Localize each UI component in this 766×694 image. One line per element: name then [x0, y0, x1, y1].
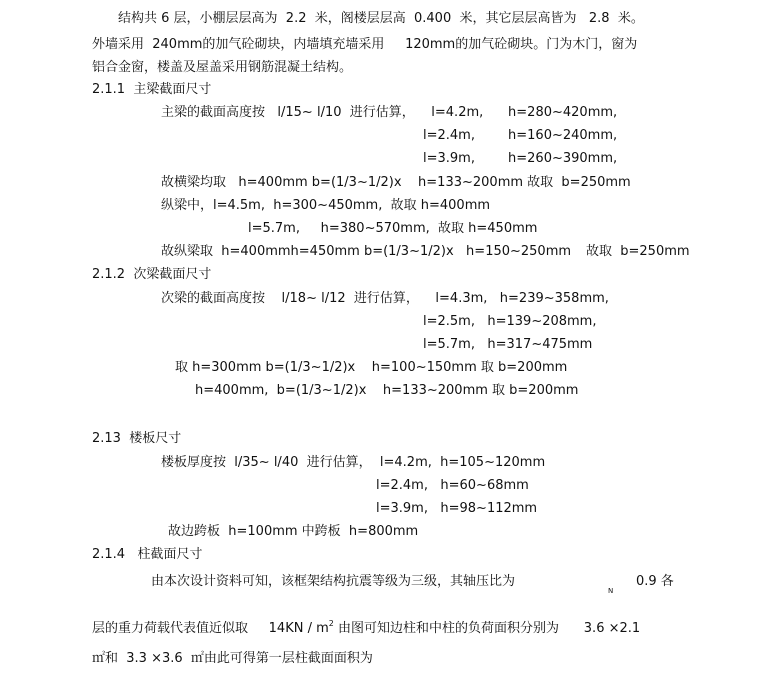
section-heading-slab: 2.13 楼板尺寸	[92, 431, 182, 446]
slab-line-2: l=2.4m, h=60~68mm	[376, 478, 529, 493]
main-beam-line-7: 故纵梁取 h=400mmh=450mm b=(1/3~1/2)x h=150~250mm	[161, 244, 572, 259]
column-line-2-text: 层的重力荷载代表值近似取 14KN / m	[92, 621, 329, 636]
slab-line-1: 楼板厚度按 l/35~ l/40 进行估算， l=4.2m, h=105~120mm	[161, 455, 546, 470]
column-line-2	[92, 620, 640, 638]
main-beam-line-3: l=3.9m, h=260~390mm,	[423, 151, 618, 166]
main-beam-line-1: 主梁的截面高度按 l/15~ l/10 进行估算， l=4.2m, h=280~420mm,	[161, 105, 618, 120]
axial-ratio-value: 0.9 各	[636, 574, 674, 589]
slab-line-3: l=3.9m, h=98~112mm	[376, 501, 538, 516]
main-beam-line-4: 故横梁均取 h=400mm b=(1/3~1/2)x h=133~200mm 故取 b=250mm	[161, 175, 631, 190]
section-heading-main-beam: 2.1.1 主梁截面尺寸	[92, 82, 212, 97]
secondary-beam-line-5: h=400mm, b=(1/3~1/2)x h=133~200mm 取 b=200mm	[195, 383, 579, 398]
column-line-2-rest: 由图可知边柱和中柱的负荷面积分别为 3.6 ×2.1	[333, 621, 641, 636]
secondary-beam-line-1: 次梁的截面高度按 l/18~ l/12 进行估算， l=4.3m, h=239~358mm,	[161, 291, 609, 306]
column-line-3: ㎡和 3.3 ×3.6 ㎡由此可得第一层柱截面面积为	[92, 651, 373, 666]
section-heading-secondary-beam: 2.1.2 次梁截面尺寸	[92, 267, 212, 282]
main-beam-line-6: l=5.7m, h=380~570mm, 故取 h=450mm	[248, 221, 538, 236]
intro-line-1: 结构共 6 层，小棚层层高为 2.2 米，阁楼层层高 0.400 米，其它层层高皆为 2.8 米。	[118, 11, 644, 26]
column-line-1: 由本次设计资料可知，该框架结构抗震等级为三级，其轴压比为	[151, 574, 516, 589]
main-beam-line-2: l=2.4m, h=160~240mm,	[423, 128, 618, 143]
section-heading-column: 2.1.4 柱截面尺寸	[92, 547, 203, 562]
intro-line-2: 外墙采用 240mm的加气砼砌块，内墙填充墙采用 120mm的加气砼砌块。门为木门，窗为	[92, 37, 638, 52]
main-beam-line-7-tail: 故取 b=250mm	[586, 244, 690, 259]
secondary-beam-line-2: l=2.5m, h=139~208mm,	[423, 314, 597, 329]
secondary-beam-line-4: 取 h=300mm b=(1/3~1/2)x h=100~150mm 取 b=200mm	[175, 360, 568, 375]
intro-line-3: 铝合金窗，楼盖及屋盖采用钢筋混凝土结构。	[92, 60, 353, 75]
axial-ratio-subscript: N	[608, 587, 614, 595]
slab-line-4: 故边跨板 h=100mm 中跨板 h=800mm	[168, 524, 419, 539]
secondary-beam-line-3: l=5.7m, h=317~475mm	[423, 337, 593, 352]
unit-exponent: 2	[328, 619, 334, 628]
main-beam-line-5: 纵梁中，l=4.5m, h=300~450mm, 故取 h=400mm	[161, 198, 491, 213]
